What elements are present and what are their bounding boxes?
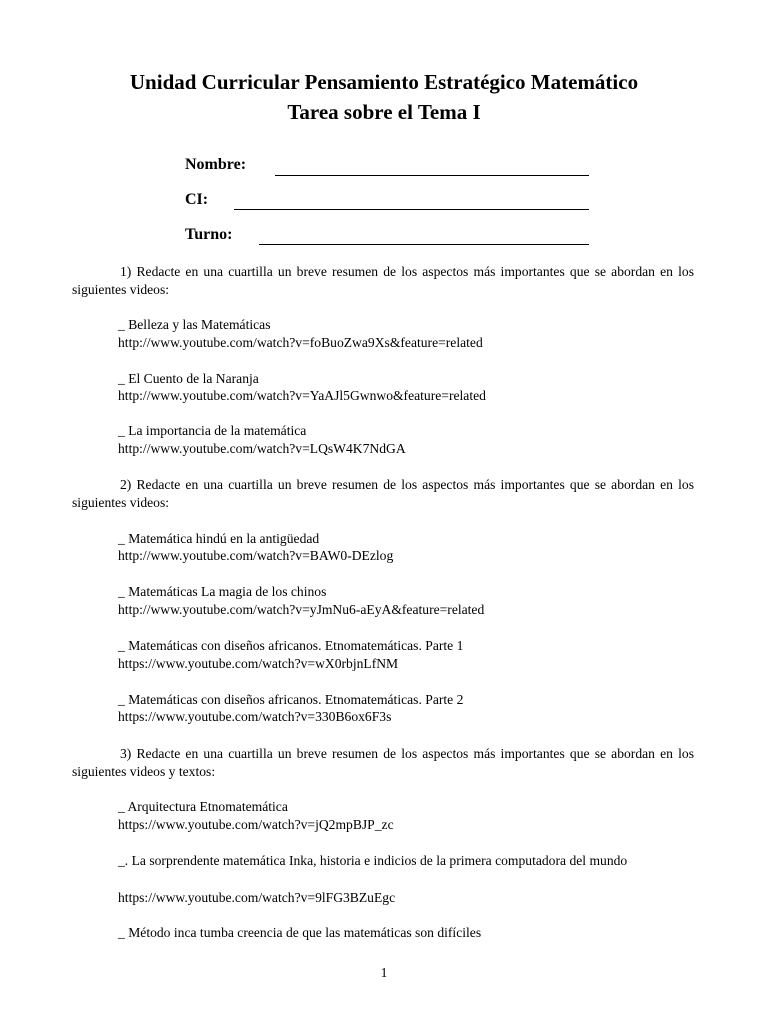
page-number: 1	[380, 965, 388, 980]
question-3	[72, 745, 694, 781]
video-link[interactable]: http://www.youtube.com/watch?v=LQsW4K7NdGA	[118, 441, 406, 456]
question-1-text: 1) Redacte en una cuartilla un breve resumen de los aspectos más importantes que se abordan en los siguientes videos:	[72, 264, 694, 297]
video-link[interactable]: http://www.youtube.com/watch?v=YaAJl5Gwnwo&feature=related	[118, 388, 486, 403]
question-2-text: 2) Redacte en una cuartilla un breve resumen de los aspectos más importantes que se abordan en los siguientes videos:	[72, 477, 694, 510]
video-link[interactable]: https://www.youtube.com/watch?v=330B6ox6F3s	[118, 709, 392, 724]
document-title: Unidad Curricular Pensamiento Estratégico Matemático	[129, 70, 639, 94]
video-title: _ La importancia de la matemática	[118, 423, 307, 438]
video-title: _ Belleza y las Matemáticas	[118, 317, 271, 332]
video-link[interactable]: http://www.youtube.com/watch?v=yJmNu6-aEyA&feature=related	[118, 602, 485, 617]
video-title: _ Matemáticas con diseños africanos. Etnomatemáticas. Parte 2	[118, 692, 464, 707]
question-3-text: 3) Redacte en una cuartilla un breve resumen de los aspectos más importantes que se abordan en los siguientes videos y textos:	[72, 746, 694, 779]
video-title: _ El Cuento de la Naranja	[118, 371, 259, 386]
video-title: _ Matemáticas con diseños africanos. Etnomatemáticas. Parte 1	[118, 638, 464, 653]
nombre-line[interactable]	[275, 175, 589, 176]
ci-label: CI:	[185, 191, 209, 208]
video-title-wrapped	[72, 852, 694, 870]
video-title: _ Método inca tumba creencia de que las matemáticas son difíciles	[118, 925, 482, 940]
document-subtitle: Tarea sobre el Tema I	[287, 100, 481, 124]
question-1	[72, 263, 694, 299]
video-link[interactable]: http://www.youtube.com/watch?v=foBuoZwa9Xs&feature=related	[118, 335, 483, 350]
video-link[interactable]: https://www.youtube.com/watch?v=jQ2mpBJP_zc	[118, 817, 394, 832]
video-title: _. La sorprendente matemática Inka, historia e indicios de la primera computadora del mundo	[118, 853, 628, 868]
turno-line[interactable]	[259, 244, 589, 245]
turno-label: Turno:	[185, 226, 233, 243]
ci-line[interactable]	[234, 209, 589, 210]
video-link[interactable]: https://www.youtube.com/watch?v=9lFG3BZuEgc	[118, 890, 396, 905]
video-title: _ Matemática hindú en la antigüedad	[118, 531, 320, 546]
video-link[interactable]: https://www.youtube.com/watch?v=wX0rbjnLfNM	[118, 656, 399, 671]
video-title: _ Matemáticas La magia de los chinos	[118, 584, 327, 599]
video-title: _ Arquitectura Etnomatemática	[118, 799, 288, 814]
video-link[interactable]: http://www.youtube.com/watch?v=BAW0-DEzlog	[118, 548, 394, 563]
nombre-label: Nombre:	[185, 156, 247, 173]
question-2	[72, 476, 694, 512]
